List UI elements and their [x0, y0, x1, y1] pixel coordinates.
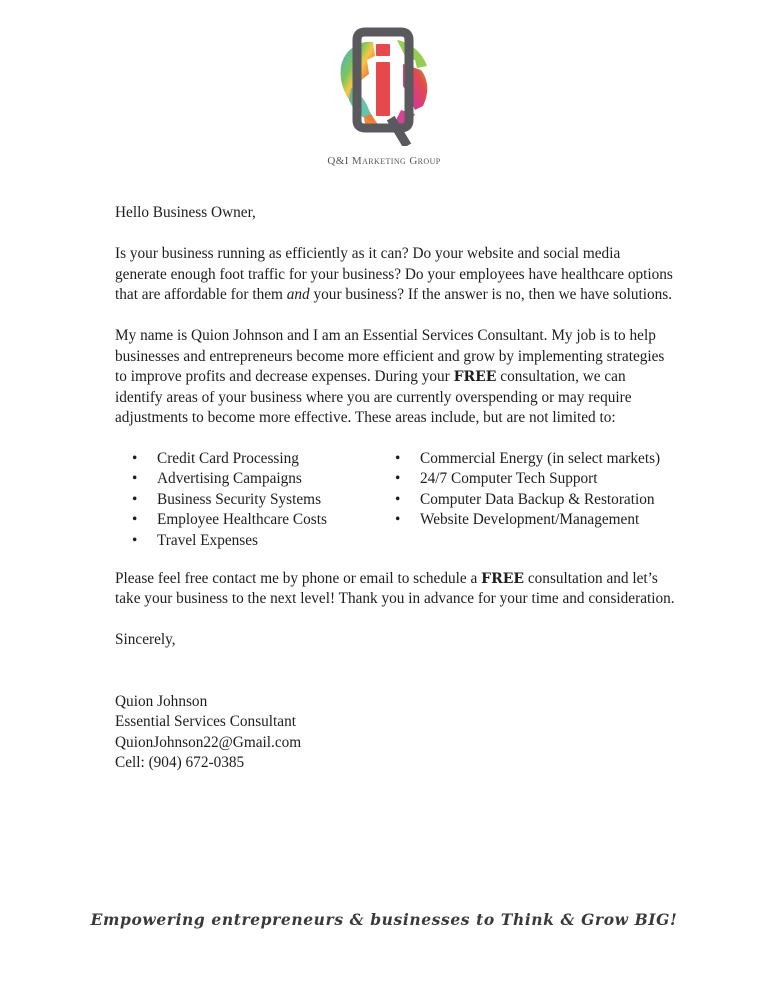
paragraph-spacer [115, 224, 675, 245]
list-item [395, 490, 660, 511]
contact-text-end: consultation and let’s take your business to the next level! Thank you in advance for your time and consideration. [115, 569, 675, 607]
list-item [132, 469, 327, 490]
list-item-label: Commercial Energy (in select markets) [420, 449, 661, 467]
list-item-label: Travel Expenses [157, 531, 258, 549]
about-text-start: My name is Quion Johnson and I am an Essential Services Consultant. My job is to help businesses and entrepreneurs become more efficient and grow by implementing strategies to improve profits and decrease expenses. During your [115, 327, 665, 385]
free-emphasis: FREE [453, 369, 497, 385]
footer-tagline: Empowering entrepreneurs & businesses to Think & Grow BIG! [90, 910, 678, 929]
bullet-icon: • [132, 449, 138, 467]
paragraph-spacer [115, 610, 675, 631]
list-item-label: Credit Card Processing [157, 449, 299, 467]
list-item [395, 449, 660, 470]
signature-phone: Cell: (904) 672-0385 [115, 754, 245, 771]
list-item-label: Employee Healthcare Costs [157, 511, 327, 529]
intro-paragraph [115, 244, 675, 306]
intro-text-start: Is your business running as efficiently as it can? Do your website and social media generate enough foot traffic for your business? Do your employees have healthcare options that are affordable for them [115, 245, 673, 303]
bullet-icon: • [395, 470, 401, 488]
about-text-end: consultation, we can identify areas of your business where you are currently overspending or may require adjustments to become more effective. These areas include, but are not limited to: [115, 368, 632, 426]
signature-title: Essential Services Consultant [115, 713, 296, 730]
company-logo [300, 18, 470, 178]
contact-text-start: Please feel free contact me by phone or email to schedule a [115, 569, 482, 587]
bullet-icon: • [132, 531, 138, 549]
bullet-icon: • [132, 511, 138, 529]
bullet-icon: • [395, 490, 401, 508]
intro-emphasis: and [286, 286, 310, 303]
list-item [132, 531, 327, 552]
signature-spacer [115, 651, 675, 692]
services-lists [115, 449, 675, 553]
list-item [132, 449, 327, 470]
bullet-icon: • [132, 490, 138, 508]
about-paragraph [115, 326, 675, 429]
greeting: Hello Business Owner, [115, 204, 256, 221]
letter-body [115, 203, 675, 774]
free-emphasis: FREE [481, 570, 525, 587]
list-item [132, 510, 327, 531]
list-item-label: Computer Data Backup & Restoration [420, 490, 655, 508]
paragraph-spacer [115, 553, 675, 569]
contact-paragraph [115, 569, 675, 610]
list-item [395, 469, 660, 490]
list-item [132, 490, 327, 511]
list-item-label: Advertising Campaigns [157, 470, 302, 488]
logo-caption: Q&I Marketing Group [327, 155, 441, 167]
signature-email: QuionJohnson22@Gmail.com [115, 733, 302, 751]
bullet-icon: • [395, 511, 401, 529]
list-item-label: Website Development/Management [420, 511, 640, 529]
globe-q-i-logo-icon [331, 26, 439, 146]
bullet-icon: • [132, 470, 138, 488]
bullet-icon: • [395, 449, 401, 467]
list-item-label: Business Security Systems [157, 490, 322, 508]
services-list-right [395, 449, 660, 531]
list-item [395, 510, 660, 531]
signature-name: Quion Johnson [115, 692, 208, 710]
intro-text-end: your business? If the answer is no, then we have solutions. [309, 286, 673, 303]
services-list-left [132, 449, 327, 552]
closing: Sincerely, [115, 631, 176, 648]
paragraph-spacer [115, 306, 675, 327]
list-item-label: 24/7 Computer Tech Support [420, 470, 598, 488]
